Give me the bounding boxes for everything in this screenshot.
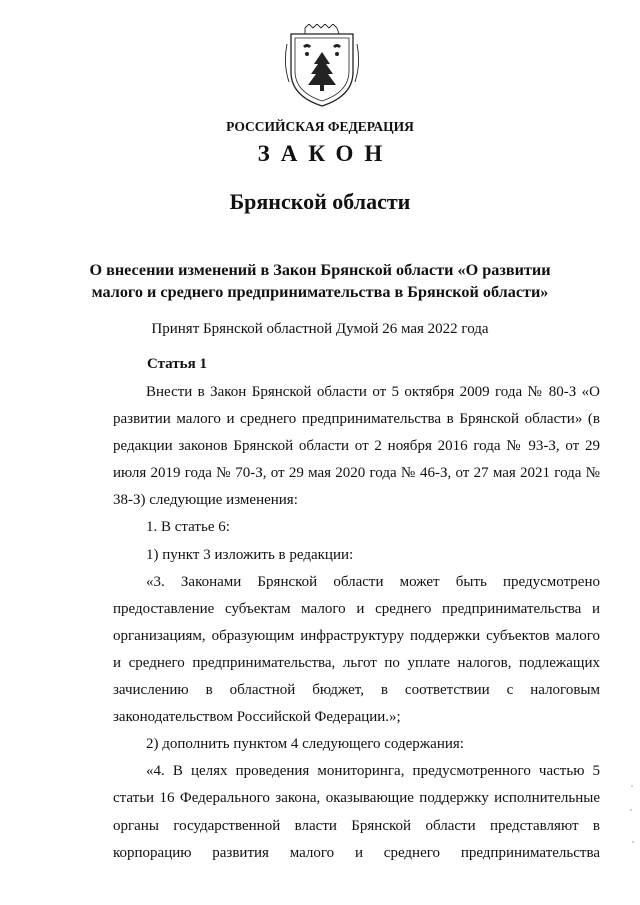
paragraph: «3. Законами Брянской области может быть предусмотрено предоставление субъектам малого и среднего предпринимательства и организациям, образующим инфраструктуру поддержки субъектов малого и среднего предпринимательства, льгот по уплате налогов, подлежащих зачислению в областной бюджет, в соответствии с налоговым законодательством Российской Федерации.»; [113, 573, 600, 726]
law-title-line: малого и среднего предпринимательства в Брянской области» [91, 283, 549, 301]
law-title [0, 259, 640, 303]
paragraph: Внести в Закон Брянской области от 5 октября 2009 года № 80-З «О развитии малого и среднего предпринимательства в Брянской области» (в редакции законов Брянской области от 2 ноября 2016 года № 93-З, от 29 июля 2019 года № 70-З, от 29 мая 2020 года № 46-З, от 27 мая 2021 года № 38-З) следующие изменения: [113, 384, 600, 509]
adoption-line: Принят Брянской областной Думой 26 мая 2022 года [151, 321, 489, 337]
law-body [113, 379, 600, 867]
document-type-heading: ЗАКОН [257, 141, 394, 166]
law-title-line: О внесении изменений в Закон Брянской области «О развитии [89, 261, 551, 279]
paragraph: 1. В статье 6: [146, 519, 230, 536]
coat-of-arms-icon [283, 24, 361, 110]
country-heading: РОССИЙСКАЯ ФЕДЕРАЦИЯ [226, 119, 414, 134]
paragraph: 2) дополнить пунктом 4 следующего содержания: [146, 736, 464, 753]
scan-specks [628, 780, 636, 860]
article-heading: Статья 1 [147, 356, 207, 372]
paragraph: «4. В целях проведения мониторинга, предусмотренного частью 5 статьи 16 Федерального закона, оказывающие поддержку исполнительные органы государственной власти Брянской области представляют в корпорацию развития малого и среднего предпринимательства [113, 763, 600, 861]
region-heading: Брянской области [229, 189, 411, 214]
paragraph: 1) пункт 3 изложить в редакции: [146, 546, 354, 563]
